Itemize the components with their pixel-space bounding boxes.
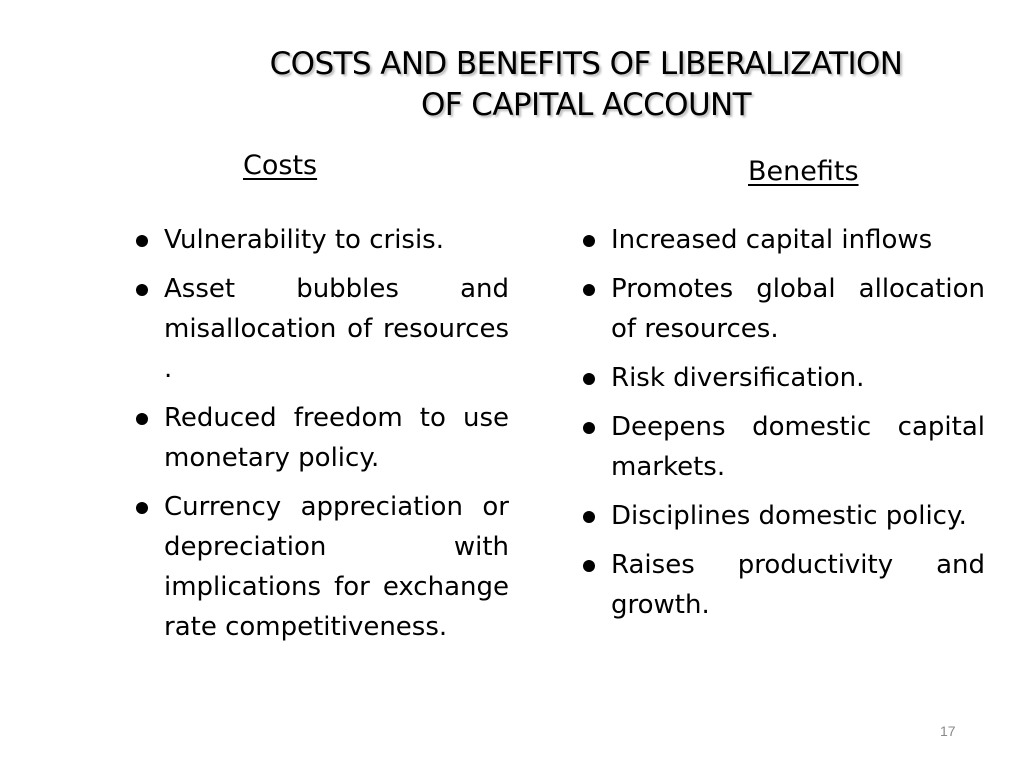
bullet-text: Promotes global allocation of resources. xyxy=(611,274,985,344)
slide-title xyxy=(196,44,976,126)
bullet-icon xyxy=(583,560,595,572)
bullet-icon xyxy=(136,284,148,296)
benefits-item-disciplines-policy xyxy=(580,496,985,536)
benefits-list xyxy=(580,220,985,634)
costs-item-vulnerability xyxy=(133,220,509,260)
bullet-text: Disciplines domestic policy. xyxy=(611,501,967,531)
bullet-icon xyxy=(583,511,595,523)
bullet-icon xyxy=(583,422,595,434)
benefits-heading: Benefits xyxy=(748,156,859,187)
bullet-icon xyxy=(583,235,595,247)
bullet-text: Increased capital inflows xyxy=(611,225,933,255)
bullet-text: Vulnerability to crisis. xyxy=(164,225,444,255)
benefits-item-capital-markets xyxy=(580,407,985,487)
bullet-text: Reduced freedom to use monetary policy. xyxy=(164,403,509,473)
slide-title-line-1: COSTS AND BENEFITS OF LIBERALIZATION xyxy=(269,46,903,82)
bullet-icon xyxy=(136,413,148,425)
bullet-text: Asset bubbles and misallocation of resources . xyxy=(164,274,509,384)
bullet-text: Deepens domestic capital markets. xyxy=(611,412,985,482)
page-number: 17 xyxy=(940,723,956,739)
bullet-icon xyxy=(583,284,595,296)
benefits-item-risk-diversification xyxy=(580,358,985,398)
costs-list xyxy=(133,220,509,656)
benefits-item-global-allocation xyxy=(580,269,985,349)
slide-title-line-2: OF CAPITAL ACCOUNT xyxy=(420,87,751,123)
costs-item-reduced-freedom xyxy=(133,398,509,478)
benefits-item-capital-inflows xyxy=(580,220,985,260)
benefits-item-productivity xyxy=(580,545,985,625)
bullet-text: Risk diversification. xyxy=(611,363,865,393)
bullet-icon xyxy=(583,373,595,385)
costs-heading: Costs xyxy=(243,150,318,181)
bullet-icon xyxy=(136,502,148,514)
bullet-text: Raises productivity and growth. xyxy=(611,550,985,620)
bullet-icon xyxy=(136,235,148,247)
bullet-text: Currency appreciation or depreciation with implications for exchange rate competitiveness. xyxy=(164,492,509,642)
costs-item-currency xyxy=(133,487,509,647)
costs-item-asset-bubbles xyxy=(133,269,509,389)
